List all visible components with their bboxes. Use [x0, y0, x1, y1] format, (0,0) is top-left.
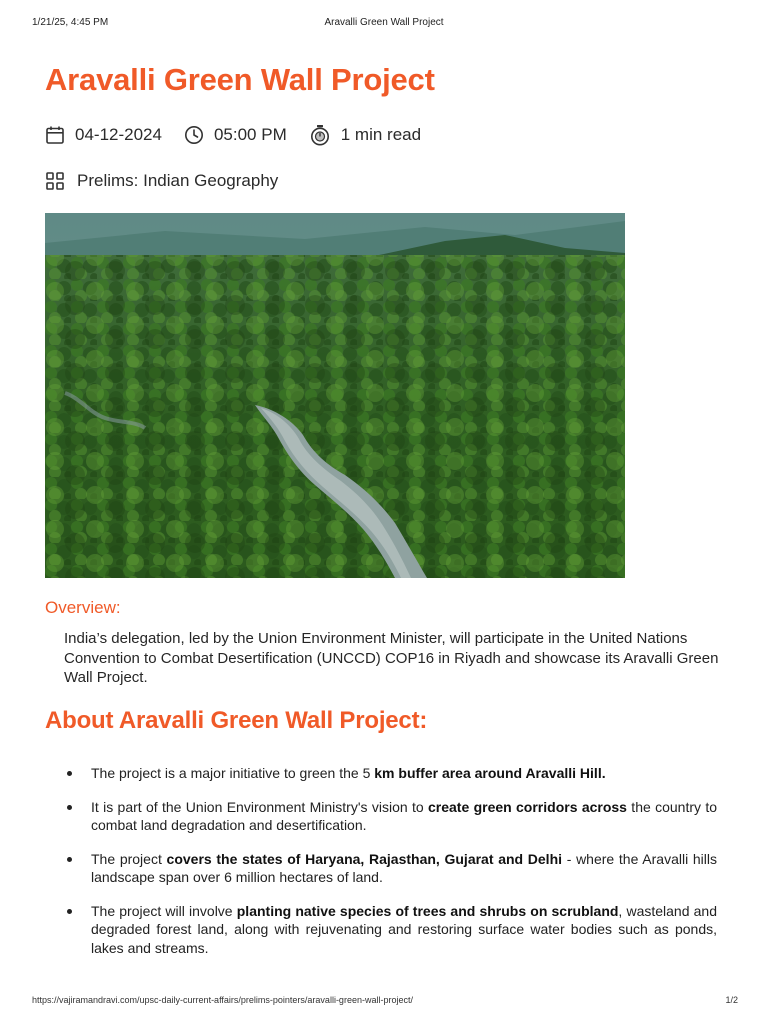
bullet-text: - where the Aravalli hills landscape span over 6 million hectares of land. [91, 850, 717, 885]
print-timestamp: 1/21/25, 4:45 PM [32, 17, 109, 28]
bullet-text: , wasteland and degraded forest land, along with rejuvenating and restoring surface water bodies such as ponds, lakes and streams. [91, 902, 717, 956]
page-number: 1/2 [725, 995, 738, 1005]
read-time-meta [309, 124, 421, 146]
forest-illustration [45, 213, 625, 578]
clock-icon [184, 125, 204, 145]
overview-heading: Overview: [45, 598, 121, 617]
category-tag[interactable] [45, 168, 278, 194]
stopwatch-icon [309, 124, 331, 146]
bullet-bold-text: km buffer area around Aravalli Hill. [374, 765, 606, 781]
bullet-item [45, 902, 717, 958]
about-bullets [45, 764, 717, 972]
bullet-text: The project is a major initiative to green the 5 [91, 765, 375, 781]
bullet-text: It is part of the Union Environment Ministry's vision to [91, 798, 428, 815]
bullet-item [45, 850, 717, 887]
article-date: 04-12-2024 [75, 125, 162, 144]
print-footer [32, 995, 738, 1007]
bullet-item [45, 798, 717, 835]
bullet-text: the country to combat land degradation and desertification. [91, 798, 718, 833]
bullet-bold-text: planting native species of trees and shrubs on scrubland [236, 902, 619, 919]
bullet-text: The project [91, 850, 167, 867]
print-header [32, 17, 736, 31]
article-time: 05:00 PM [213, 125, 287, 144]
print-page-title: Aravalli Green Wall Project [324, 17, 444, 28]
about-heading: About Aravalli Green Wall Project: [45, 707, 428, 734]
category-label: Prelims: Indian Geography [77, 171, 279, 190]
bullet-bold-text: create green corridors across [427, 798, 627, 815]
time-meta [184, 125, 287, 145]
date-meta [45, 125, 162, 145]
read-time: 1 min read [340, 125, 422, 144]
hero-image [45, 213, 625, 578]
bullet-bold-text: covers the states of Haryana, Rajasthan, Gujarat and Delhi [166, 850, 563, 867]
article-meta [45, 122, 443, 148]
page-title: Aravalli Green Wall Project [45, 62, 435, 97]
page-url[interactable]: https://vajiramandravi.com/upsc-daily-current-affairs/prelims-pointers/aravalli-green-wall-project/ [32, 995, 413, 1005]
grid-icon [45, 171, 65, 191]
bullet-item [45, 764, 717, 783]
calendar-icon [45, 125, 65, 145]
overview-text: India’s delegation, led by the Union Environment Minister, will participate in the United Nations Convention to Combat Desertification (UNCCD) COP16 in Riyadh and showcase its Aravalli Green Wall Project. [64, 630, 719, 686]
bullet-text: The project will involve [91, 902, 237, 919]
